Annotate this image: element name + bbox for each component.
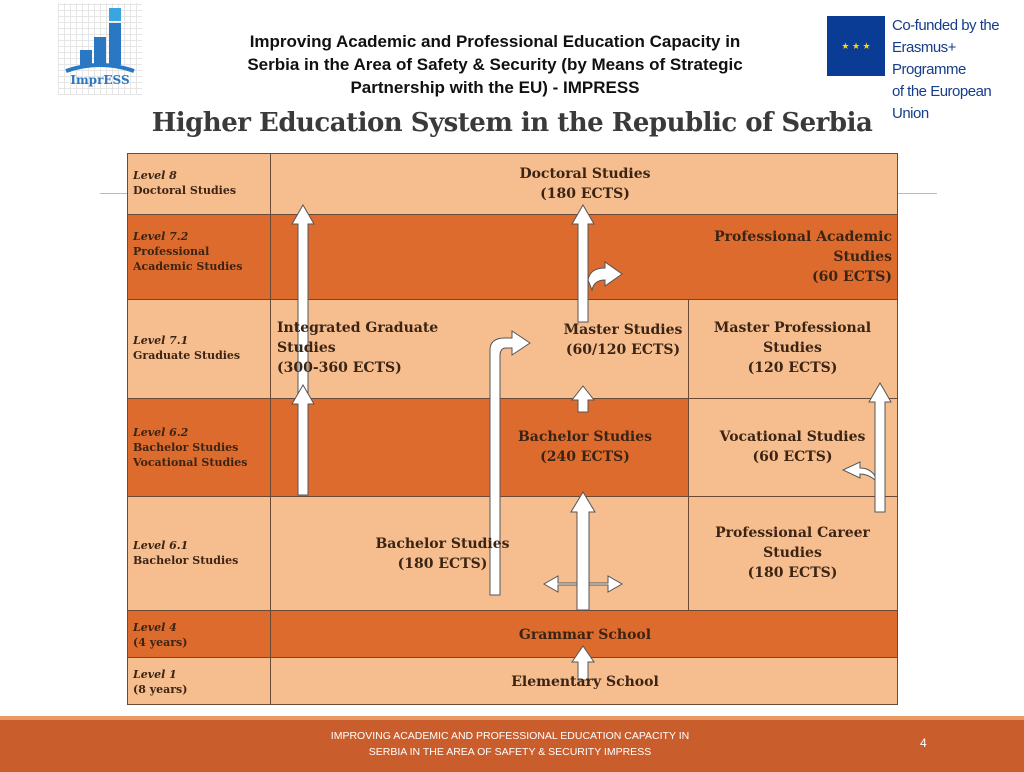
elementary-school-box: Elementary School xyxy=(511,674,659,690)
level-1-label: Level 1 (8 years) xyxy=(127,657,271,705)
prof-academic-box: Professional Academic Studies (60 ECTS) xyxy=(714,229,892,285)
arrow-up-icon xyxy=(572,386,594,412)
arrow-left-icon xyxy=(544,576,577,592)
integrated-box: Integrated Graduate Studies (300-360 ECTS) xyxy=(277,320,439,376)
eu-flag: ★ ★ ★ xyxy=(827,16,885,76)
grammar-school-box: Grammar School xyxy=(518,627,652,643)
arrow-right-icon xyxy=(589,576,622,592)
bachelor-180-box: Bachelor Studies (180 ECTS) xyxy=(375,536,510,572)
level-7-1-label: Level 7.1 Graduate Studies xyxy=(127,299,271,399)
level-7-2-label: Level 7.2 Professional Academic Studies xyxy=(127,214,271,300)
title-line: Serbia in the Area of Safety & Security (by Means of Strategic xyxy=(247,55,743,74)
arrow-up-icon xyxy=(571,492,595,610)
master-box: Master Studies (60/120 ECTS) xyxy=(563,322,683,358)
title-line: Improving Academic and Professional Education Capacity in xyxy=(249,32,741,51)
eu-line: Erasmus+ Programme xyxy=(892,39,966,78)
arrow-right-icon xyxy=(588,262,622,290)
prof-career-box: Professional Career Studies (180 ECTS) xyxy=(715,525,870,581)
footer-text: IMPROVING ACADEMIC AND PROFESSIONAL EDUCATION CAPACITY IN SERBIA IN THE AREA OF SAFETY & SECURITY IMPRESS xyxy=(330,730,690,758)
master-prof-box: Master Professional Studies (120 ECTS) xyxy=(713,320,872,376)
level-6-2-label: Level 6.2 Bachelor Studies Vocational Studies xyxy=(127,398,271,497)
vocational-box: Vocational Studies (60 ECTS) xyxy=(719,429,866,465)
title-line: Partnership with the EU) - IMPRESS xyxy=(350,78,640,97)
level-8-label: Level 8 Doctoral Studies xyxy=(127,153,271,215)
bachelor-240-box: Bachelor Studies (240 ECTS) xyxy=(517,429,653,465)
arrow-up-icon xyxy=(572,205,594,322)
eu-line: of the European Union xyxy=(892,83,992,122)
arrow-up-icon xyxy=(292,385,314,495)
logo-text: ImprESS xyxy=(70,73,130,87)
level-6-1-label: Level 6.1 Bachelor Studies xyxy=(127,496,271,611)
doctoral-box: Doctoral Studies (180 ECTS) xyxy=(519,166,651,202)
level-4-label: Level 4 (4 years) xyxy=(127,610,271,658)
page-title: Higher Education System in the Republic of Serbia xyxy=(151,108,873,138)
eu-line: Co-funded by the xyxy=(892,17,1000,34)
page-number: 4 xyxy=(920,736,927,750)
